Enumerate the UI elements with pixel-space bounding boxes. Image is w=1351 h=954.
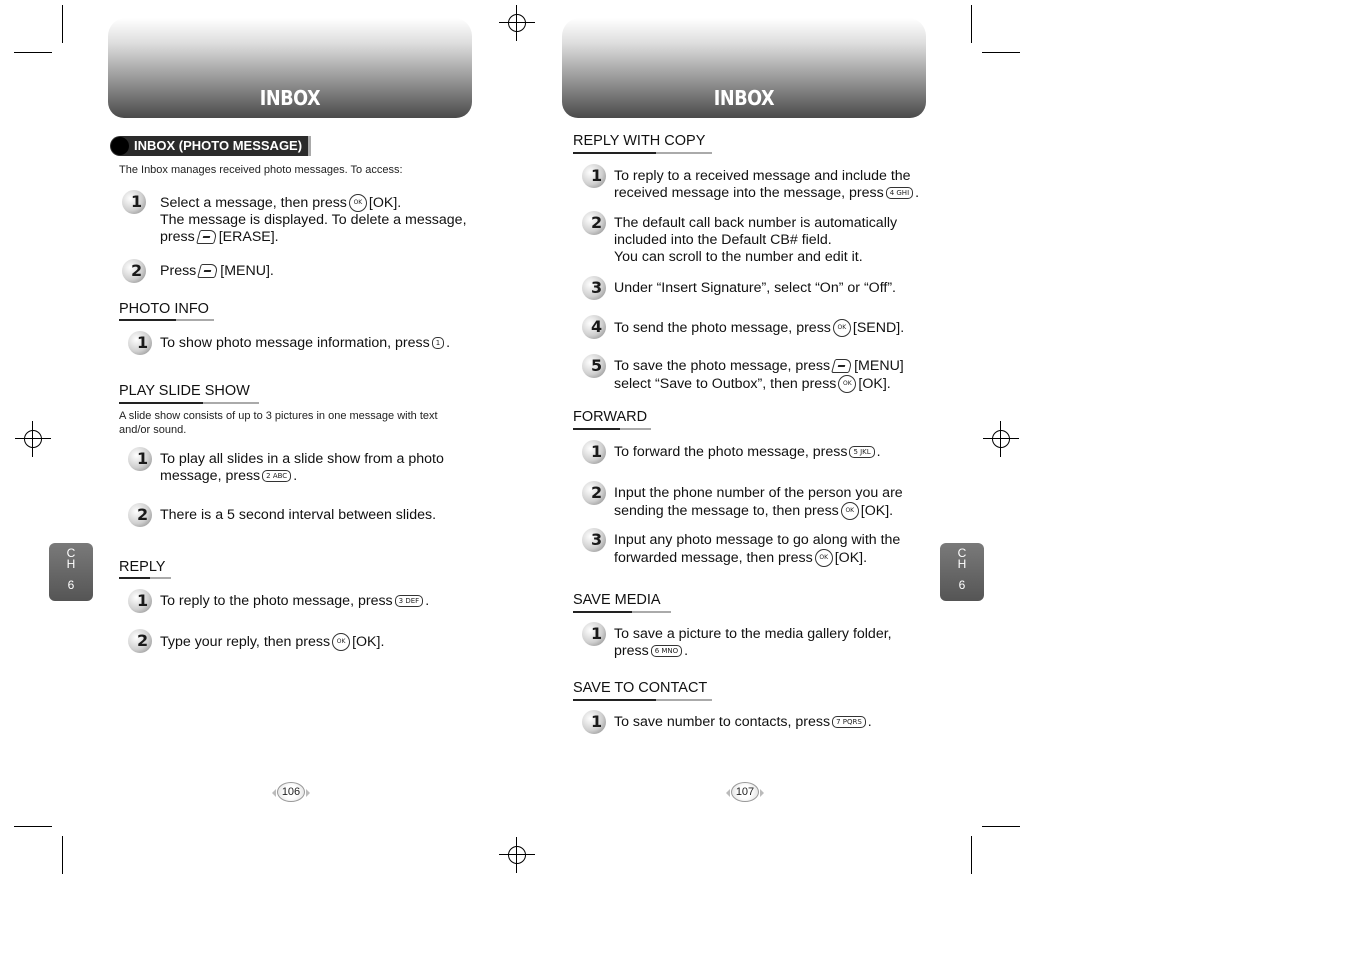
- step-number-badge: 2: [128, 629, 154, 655]
- heading-underline: [573, 699, 712, 701]
- keypad-2-icon: 2 ABC: [262, 470, 291, 482]
- step-number-badge: 3: [582, 528, 608, 554]
- section-pill-label: INBOX (PHOTO MESSAGE): [134, 138, 303, 153]
- page-number: 106: [277, 782, 305, 802]
- heading-underline: [119, 577, 171, 579]
- registration-mark: [499, 5, 535, 41]
- section-heading: FORWARD: [573, 409, 648, 425]
- heading-underline: [573, 428, 651, 430]
- keypad-7-icon: 7 PQRS: [832, 716, 866, 728]
- crop-mark: [62, 5, 63, 43]
- step-number-badge: 1: [128, 589, 154, 615]
- registration-mark: [15, 421, 51, 457]
- step-number-badge: 1: [582, 440, 608, 466]
- section-heading: REPLY: [119, 559, 166, 575]
- page-header-left: [108, 18, 472, 118]
- left-softkey-icon: [831, 359, 853, 373]
- ok-key-icon: OK: [838, 375, 856, 393]
- step-number-badge: 1: [128, 331, 154, 357]
- keypad-4-icon: 4 GHI: [886, 187, 913, 199]
- ok-key-icon: OK: [349, 194, 367, 212]
- crop-mark: [62, 836, 63, 874]
- registration-mark: [499, 837, 535, 873]
- registration-mark: [983, 421, 1019, 457]
- chapter-tab: C H 6: [49, 543, 93, 601]
- step-number-badge: 2: [582, 481, 608, 507]
- crop-mark: [982, 52, 1020, 53]
- ok-key-icon: OK: [815, 549, 833, 567]
- section-heading: SAVE TO CONTACT: [573, 680, 708, 696]
- ok-key-icon: OK: [833, 319, 851, 337]
- page-header-right: [562, 18, 926, 118]
- section-heading: SAVE MEDIA: [573, 592, 661, 608]
- crop-mark: [14, 52, 52, 53]
- page-title: INBOX: [713, 86, 775, 110]
- left-softkey-icon: [197, 264, 219, 278]
- step-number-badge: 2: [582, 211, 608, 237]
- keypad-3-icon: 3 DEF: [395, 595, 424, 607]
- intro-text: A slide show consists of up to 3 pictures in one message with text and/or sound.: [119, 410, 438, 436]
- keypad-6-icon: 6 MNO: [651, 645, 682, 657]
- page-number: 107: [731, 782, 759, 802]
- crop-mark: [971, 836, 972, 874]
- chapter-tab: C H 6: [940, 543, 984, 601]
- heading-underline: [573, 152, 712, 154]
- section-pill: [110, 136, 308, 156]
- crop-mark: [971, 5, 972, 43]
- crop-mark: [14, 826, 52, 827]
- step-number-badge: 4: [582, 315, 608, 341]
- page-title: INBOX: [259, 86, 321, 110]
- step-number-badge: 3: [582, 276, 608, 302]
- step-number-badge: 2: [122, 259, 148, 285]
- ok-key-icon: OK: [332, 633, 350, 651]
- step-number-badge: 5: [582, 354, 608, 380]
- ok-key-icon: OK: [841, 502, 859, 520]
- keypad-1-icon: 1: [432, 337, 444, 349]
- heading-underline: [119, 402, 259, 404]
- right-softkey-icon: [196, 230, 218, 244]
- step-number-badge: 1: [582, 164, 608, 190]
- keypad-5-icon: 5 JKL: [849, 446, 874, 458]
- step-number-badge: 1: [128, 447, 154, 473]
- step-number-badge: 1: [582, 710, 608, 736]
- section-heading: PHOTO INFO: [119, 301, 209, 317]
- crop-mark: [982, 826, 1020, 827]
- step-number-badge: 2: [128, 503, 154, 529]
- heading-underline: [573, 611, 671, 613]
- bullet-icon: [111, 137, 129, 155]
- step-number-badge: 1: [582, 622, 608, 648]
- step-number-badge: 1: [122, 190, 148, 216]
- section-heading: PLAY SLIDE SHOW: [119, 383, 250, 399]
- intro-text: The Inbox manages received photo messages. To access:: [119, 164, 403, 176]
- heading-underline: [119, 319, 214, 321]
- section-heading: REPLY WITH COPY: [573, 133, 706, 149]
